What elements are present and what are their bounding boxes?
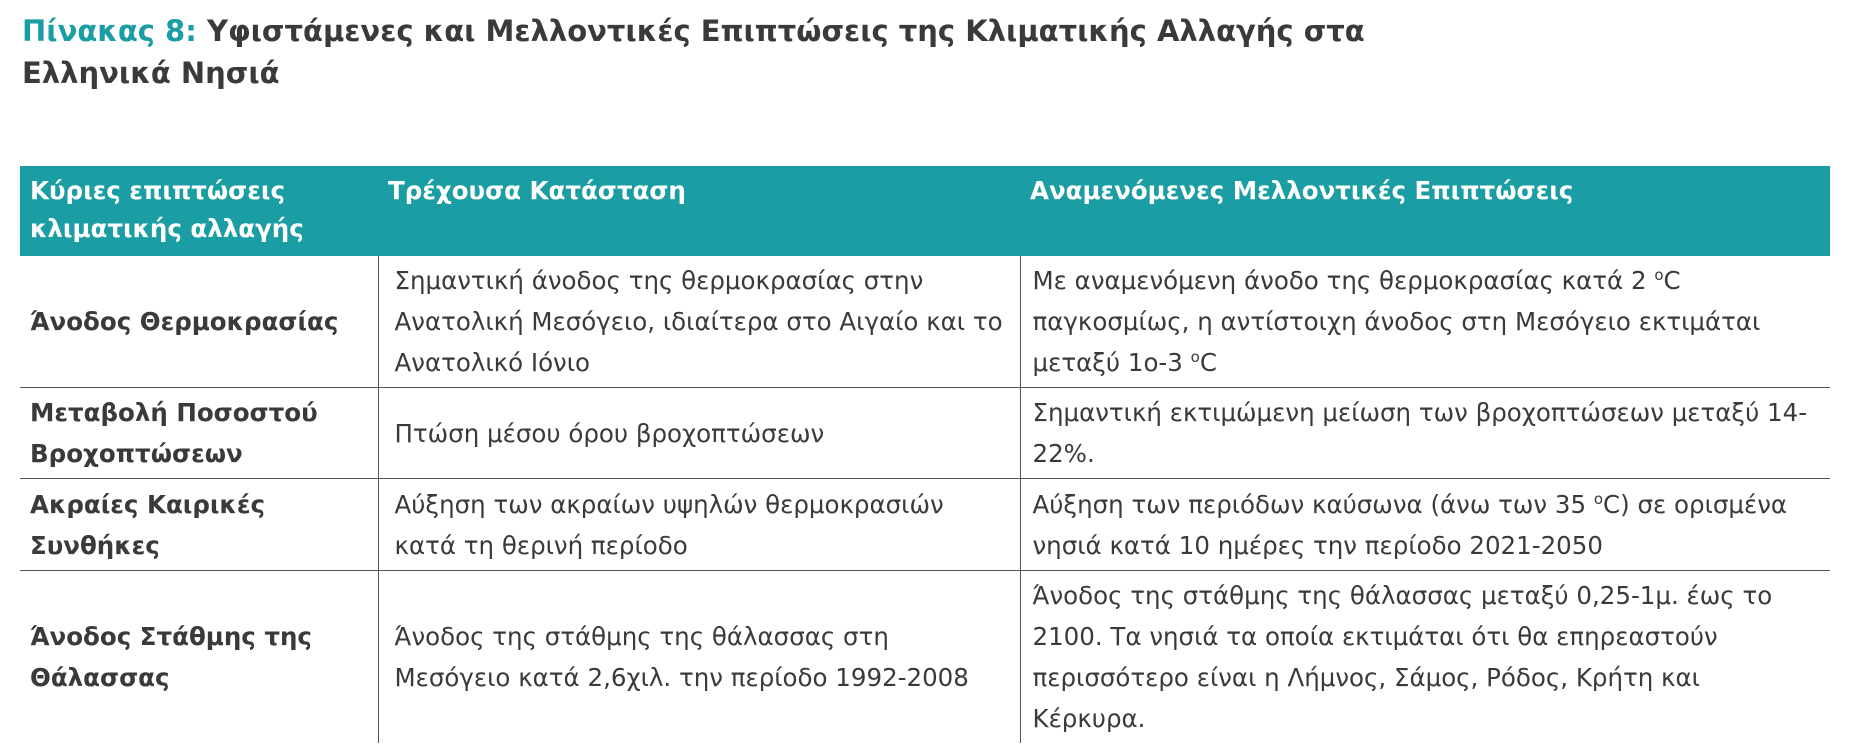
future-text-part: C xyxy=(1199,348,1217,377)
table-number: Πίνακας 8: xyxy=(22,14,197,48)
table-row xyxy=(20,479,1830,571)
table-title-text: Υφιστάμενες και Μελλοντικές Επιπτώσεις της Κλιματικής Αλλαγής στα Ελληνικά Νησιά xyxy=(22,14,1365,90)
current-cell: Σημαντική άνοδος της θερμοκρασίας στην Ανατολική Μεσόγειο, ιδιαίτερα στο Αιγαίο και το Ανατολικό Ιόνιο xyxy=(378,256,1020,388)
future-cell: Άνοδος της στάθμης της θάλασσας μεταξύ 0,25-1μ. έως το 2100. Τα νησιά τα οποία εκτιμάται ότι θα επηρεαστούν περισσότερο είναι η Λήμνος, Σάμος, Ρόδος, Κρήτη και Κέρκυρα. xyxy=(1020,571,1830,744)
table-row xyxy=(20,256,1830,388)
impact-cell: Άνοδος Στάθμης της Θάλασσας xyxy=(30,622,312,692)
impact-cell: Μεταβολή Ποσοστού Βροχοπτώσεων xyxy=(20,388,378,479)
degree-symbol: ο xyxy=(1190,348,1200,366)
impact-cell: Άνοδος Θερμοκρασίας xyxy=(20,256,378,388)
header-current: Τρέχουσα Κατάσταση xyxy=(378,166,1020,256)
future-text-part: Αύξηση των περιόδων καύσωνα (άνω των 35 xyxy=(1032,489,1594,519)
degree-symbol: ο xyxy=(1654,266,1664,284)
impact-cell: Ακραίες Καιρικές Συνθήκες xyxy=(20,479,378,571)
header-future: Αναμενόμενες Μελλοντικές Επιπτώσεις xyxy=(1020,166,1830,256)
table-row xyxy=(20,571,1830,744)
future-text-part: C) σε ορισμένα νησιά κατά 10 ημέρες την περίοδο 2021-2050 xyxy=(1032,489,1788,560)
future-text-part: C παγκοσμίως, η αντίστοιχη άνοδος στη Μεσόγειο εκτιμάται μεταξύ 1ο-3 xyxy=(1032,266,1761,377)
page-title xyxy=(22,10,1422,94)
degree-symbol: ο xyxy=(1593,489,1604,508)
table-body xyxy=(20,256,1830,743)
current-cell: Άνοδος της στάθμης της θάλασσας στη Μεσόγειο κατά 2,6χιλ. την περίοδο 1992-2008 xyxy=(378,571,1020,744)
table-header xyxy=(20,166,1830,256)
header-impact: Κύριες επιπτώσεις κλιματικής αλλαγής xyxy=(20,166,378,256)
future-text-part: Με αναμενόμενη άνοδο της θερμοκρασίας κατά 2 xyxy=(1032,266,1655,295)
header-row xyxy=(20,166,1830,256)
future-cell xyxy=(1020,479,1830,571)
future-cell xyxy=(1020,256,1830,388)
current-cell: Πτώση μέσου όρου βροχοπτώσεων xyxy=(378,388,1020,479)
climate-impacts-table xyxy=(20,166,1830,743)
table-row xyxy=(20,388,1830,479)
future-cell: Σημαντική εκτιμώμενη μείωση των βροχοπτώσεων μεταξύ 14-22%. xyxy=(1020,388,1830,479)
current-cell: Αύξηση των ακραίων υψηλών θερμοκρασιών κατά τη θερινή περίοδο xyxy=(378,479,1020,571)
